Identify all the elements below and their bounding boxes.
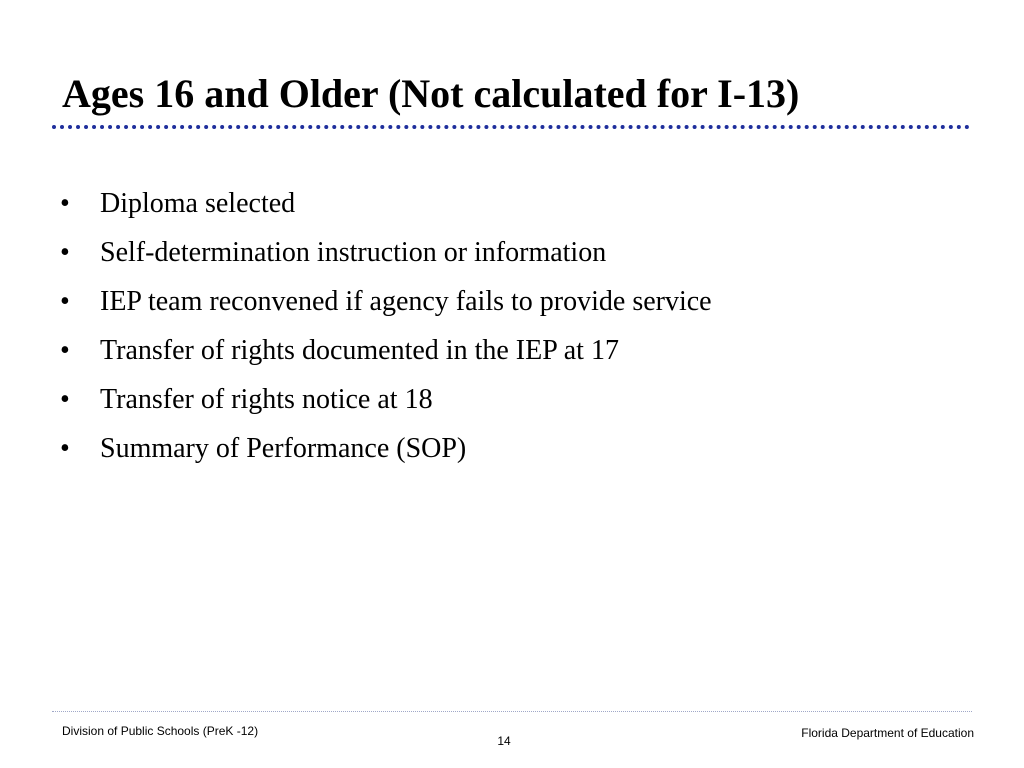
title-divider [52, 125, 970, 129]
bullet-text: Summary of Performance (SOP) [100, 433, 467, 464]
bullet-item [60, 286, 712, 335]
bullet-item [60, 433, 712, 482]
bullet-icon: • [60, 237, 70, 268]
bullet-icon: • [60, 188, 70, 219]
footer-divider [52, 711, 972, 712]
page-number: 14 [497, 734, 511, 748]
bullet-text: Self-determination instruction or information [100, 237, 607, 268]
bullet-text: Transfer of rights documented in the IEP at 17 [100, 335, 619, 366]
footer-department-label: Florida Department of Education [801, 726, 974, 740]
bullet-item [60, 188, 712, 237]
bullet-text: IEP team reconvened if agency fails to provide service [100, 286, 712, 317]
bullet-icon: • [60, 433, 70, 464]
bullet-icon: • [60, 286, 70, 317]
bullet-item [60, 237, 712, 286]
bullet-item [60, 335, 712, 384]
bullet-item [60, 384, 712, 433]
bullet-icon: • [60, 384, 70, 415]
slide-title: Ages 16 and Older (Not calculated for I-13) [62, 71, 800, 116]
footer-division-label: Division of Public Schools (PreK -12) [62, 724, 259, 738]
bullet-list [60, 188, 712, 482]
bullet-icon: • [60, 335, 70, 366]
bullet-text: Transfer of rights notice at 18 [100, 384, 433, 415]
bullet-text: Diploma selected [100, 188, 296, 219]
